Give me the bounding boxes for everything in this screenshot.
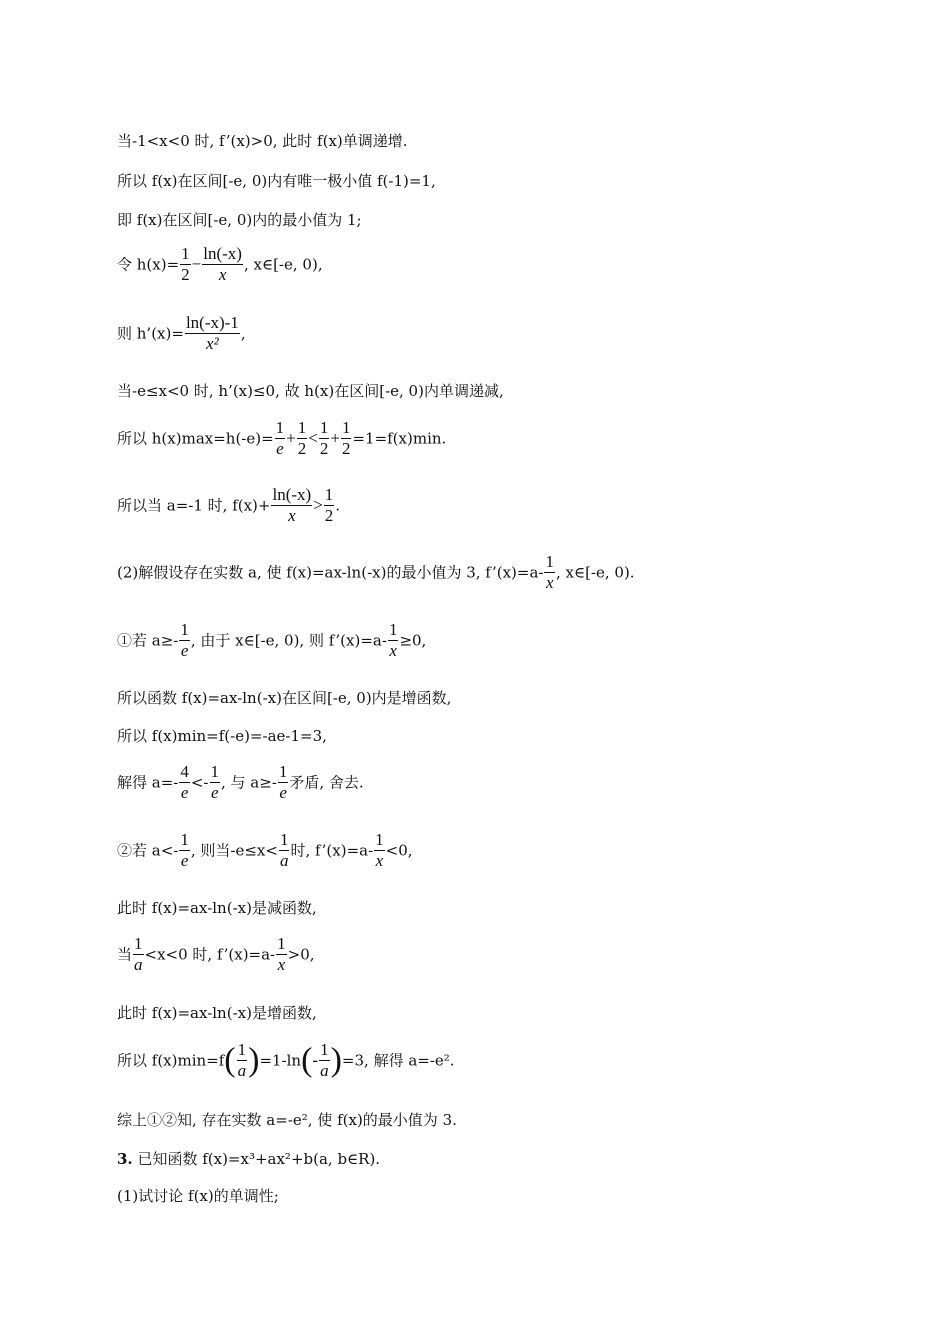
formula-line-case1: ①若 a≥- $\frac{1}{e}$ , 由于 x∈[-e, 0), 则 f’(x)=a- $\frac{1}{x}$ ≥0, [117,620,427,660]
text-line: (1)试讨论 f(x)的单调性; [117,1187,279,1205]
text-line: 此时 f(x)=ax-ln(-x)是减函数, [117,899,317,917]
fraction: $\frac{1}{x}$ [388,620,398,660]
fraction: $\frac{1}{e}$ [180,620,189,660]
fraction: $\frac{1}{2}$ [341,418,351,458]
formula-line-max: 所以 h(x)max=h(-e)= $\frac{1}{e}$ + $\frac{1}{2}$ < $\frac{1}{2}$ + $\frac{1}{2}$ =1=f(x)min. [117,418,447,458]
problem-number: 3. [117,1150,133,1168]
formula-line-h-prime: 则 h’(x)= $\frac{\ln(-x)-1}{\text{x²}}$ , [117,313,246,353]
text-line: 此时 f(x)=ax-ln(-x)是增函数, [117,1004,317,1022]
fraction: $\frac{\ln(-x)-1}{\text{x²}}$ [185,313,239,353]
fraction: $\frac{4}{e}$ [180,762,189,802]
fraction: $\frac{1}{x}$ [375,830,384,870]
fraction: $\frac{1}{2}$ [181,244,190,284]
text-line: 即 f(x)在区间[-e, 0)内的最小值为 1; [117,211,362,229]
formula-line-solve1: 解得 a=- $\frac{4}{e}$ <- $\frac{1}{e}$ , 与 a≥- $\frac{1}{e}$ 矛盾, 舍去. [117,762,364,802]
formula-line-min: 所以 f(x)min=f( $\frac{1}{a}$ )=1-ln(- $\frac{1}{a}$ )=3, 解得 a=-e². [117,1040,455,1080]
fraction: $\frac{\ln(-x)}{x}$ [203,244,242,284]
problem-3-line: 3. 已知函数 f(x)=x³+ax²+b(a, b∈R). [117,1150,381,1168]
fraction: $\frac{1}{2}$ [297,418,307,458]
fraction: $\frac{1}{a}$ [320,1040,329,1080]
text-line: 所以 f(x)在区间[-e, 0)内有唯一极小值 f(-1)=1, [117,172,436,190]
text-line: 当-1<x<0 时, f’(x)>0, 此时 f(x)单调递增. [117,132,408,150]
formula-line-h: 令 h(x)= $\frac{1}{2}$ − $\frac{\ln(-x)}{x}$ , x∈[-e, 0), [117,244,323,284]
formula-line-conclusion: 所以当 a=-1 时, f(x)+ $\frac{\ln(-x)}{x}$ > $\frac{1}{2}$ . [117,485,341,525]
fraction: $\frac{1}{a}$ [134,934,143,974]
fraction: $\frac{1}{e}$ [180,830,189,870]
fraction: $\frac{1}{e}$ [275,418,285,458]
fraction: $\frac{\ln(-x)}{x}$ [272,485,312,525]
fraction: $\frac{1}{2}$ [319,418,329,458]
fraction: $\frac{1}{2}$ [324,485,334,525]
fraction: $\frac{1}{a}$ [279,830,289,870]
text-line: 所以 f(x)min=f(-e)=-ae-1=3, [117,727,327,745]
formula-line-case2: ②若 a<- $\frac{1}{e}$ , 则当-e≤x< $\frac{1}{a}$ 时, f’(x)=a- $\frac{1}{x}$ <0, [117,830,413,870]
text-line: 所以函数 f(x)=ax-ln(-x)在区间[-e, 0)内是增函数, [117,689,452,707]
text-line: 综上①②知, 存在实数 a=-e², 使 f(x)的最小值为 3. [117,1111,457,1129]
text-line: 当-e≤x<0 时, h’(x)≤0, 故 h(x)在区间[-e, 0)内单调递减, [117,382,504,400]
fraction: $\frac{1}{e}$ [210,762,219,802]
fraction: $\frac{1}{x}$ [277,934,286,974]
fraction: $\frac{1}{x}$ [545,552,554,592]
fraction: $\frac{1}{a}$ [237,1040,247,1080]
fraction: $\frac{1}{e}$ [278,762,288,802]
formula-line-part2: (2)解假设存在实数 a, 使 f(x)=ax-ln(-x)的最小值为 3, f’(x)=a- $\frac{1}{x}$ , x∈[-e, 0). [117,552,635,592]
formula-line-increase: 当 $\frac{1}{a}$ <x<0 时, f’(x)=a- $\frac{1}{x}$ >0, [117,934,315,974]
